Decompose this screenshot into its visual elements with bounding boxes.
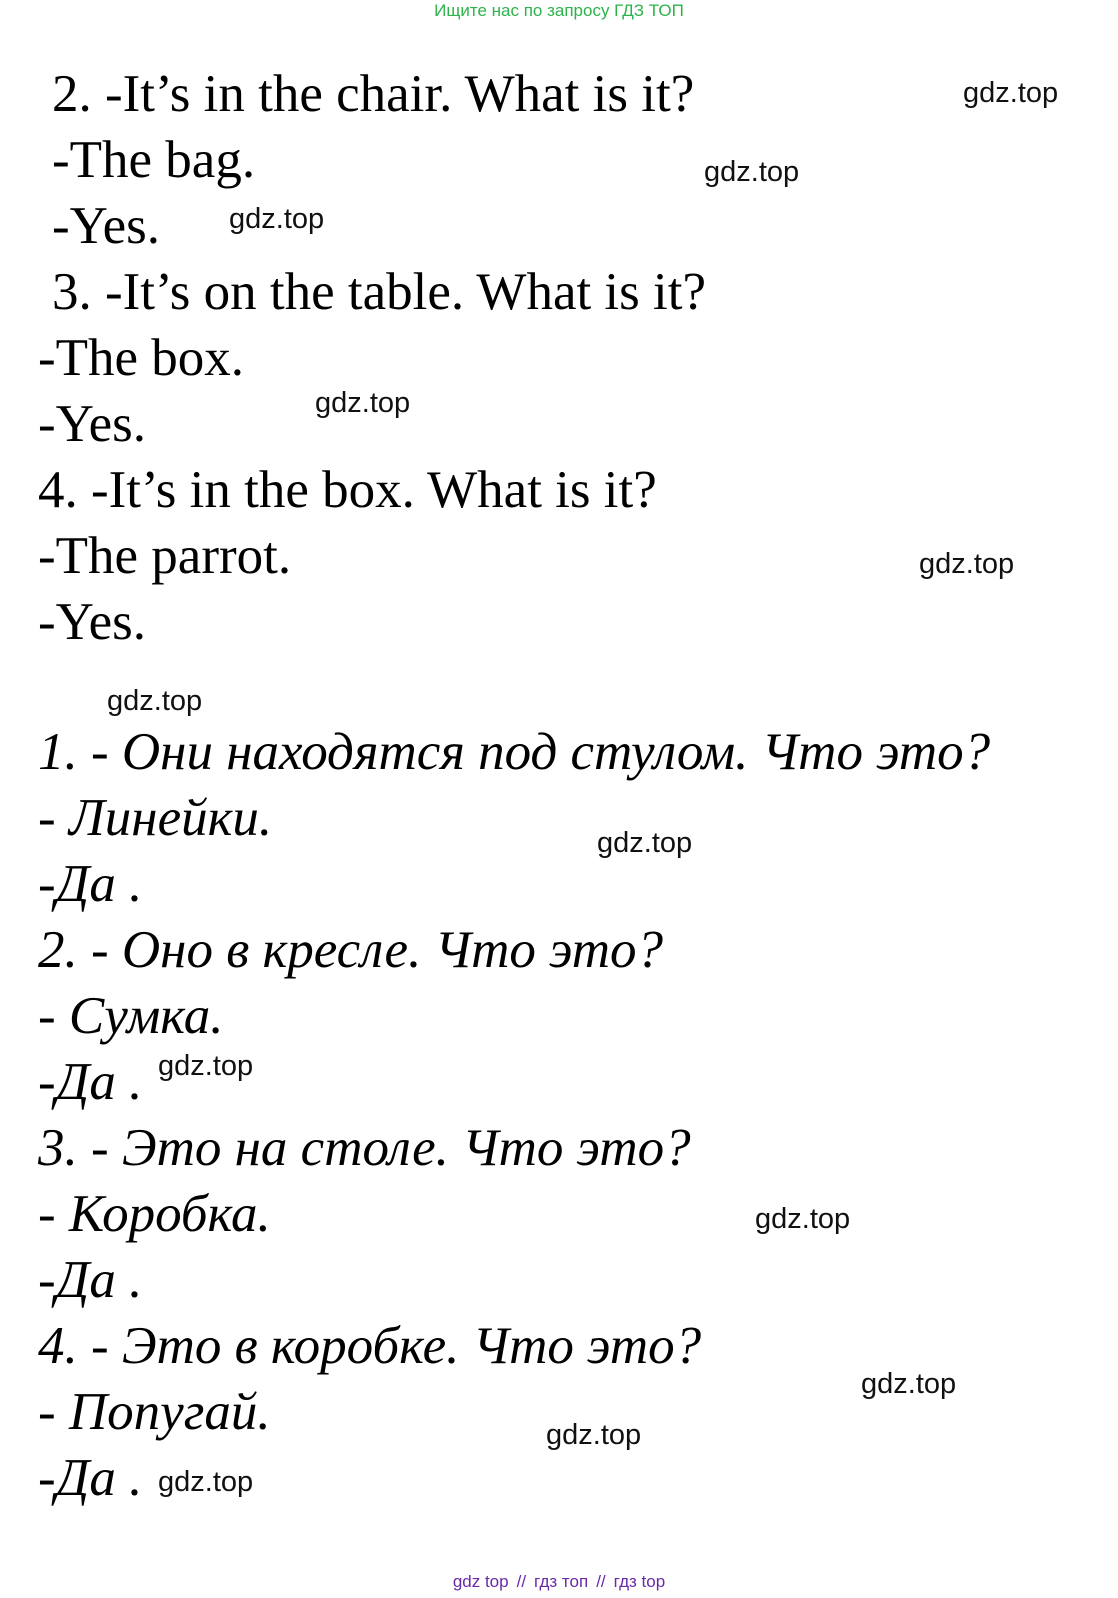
header-search-link[interactable]: Ищите нас по запросу ГДЗ ТОП	[434, 1, 684, 20]
russian-line: - Сумка.	[38, 987, 224, 1045]
watermark: gdz.top	[229, 203, 325, 235]
footer-separator: //	[516, 1572, 527, 1591]
russian-line: -Да .	[38, 1053, 143, 1111]
english-line: -Yes.	[38, 593, 147, 651]
watermark: gdz.top	[755, 1203, 851, 1235]
watermark: gdz.top	[315, 387, 411, 419]
english-line: -Yes.	[52, 197, 161, 255]
english-line: 2. -It’s in the chair. What is it?	[52, 65, 695, 123]
watermark: gdz.top	[597, 827, 693, 859]
watermark: gdz.top	[546, 1419, 642, 1451]
russian-line: -Да .	[38, 855, 143, 913]
watermark: gdz.top	[107, 685, 203, 717]
russian-line: - Линейки.	[38, 789, 273, 847]
english-line: 3. -It’s on the table. What is it?	[52, 263, 707, 321]
russian-line: - Попугай.	[38, 1383, 271, 1441]
english-line: -Yes.	[38, 395, 147, 453]
russian-line: 1. - Они находятся под стулом. Что это?	[38, 723, 991, 781]
russian-line: -Да .	[38, 1251, 143, 1309]
english-line: -The bag.	[52, 131, 256, 189]
footer-link[interactable]: гдз top	[613, 1572, 666, 1591]
watermark: gdz.top	[158, 1466, 254, 1498]
russian-line: 3. - Это на столе. Что это?	[38, 1119, 691, 1177]
english-line: -The box.	[38, 329, 245, 387]
watermark: gdz.top	[861, 1368, 957, 1400]
watermark: gdz.top	[919, 548, 1015, 580]
footer-separator: //	[596, 1572, 606, 1591]
watermark: gdz.top	[158, 1050, 254, 1082]
russian-line: 2. - Оно в кресле. Что это?	[38, 921, 664, 979]
english-line: -The parrot.	[38, 527, 292, 585]
russian-line: 4. - Это в коробке. Что это?	[38, 1317, 702, 1375]
footer-link[interactable]: гдз топ	[534, 1572, 589, 1591]
russian-line: -Да .	[38, 1449, 143, 1507]
watermark: gdz.top	[704, 156, 800, 188]
english-line: 4. -It’s in the box. What is it?	[38, 461, 657, 519]
footer	[0, 1572, 1118, 1592]
footer-link[interactable]: gdz top	[452, 1572, 509, 1591]
watermark: gdz.top	[963, 77, 1059, 109]
russian-line: - Коробка.	[38, 1185, 271, 1243]
